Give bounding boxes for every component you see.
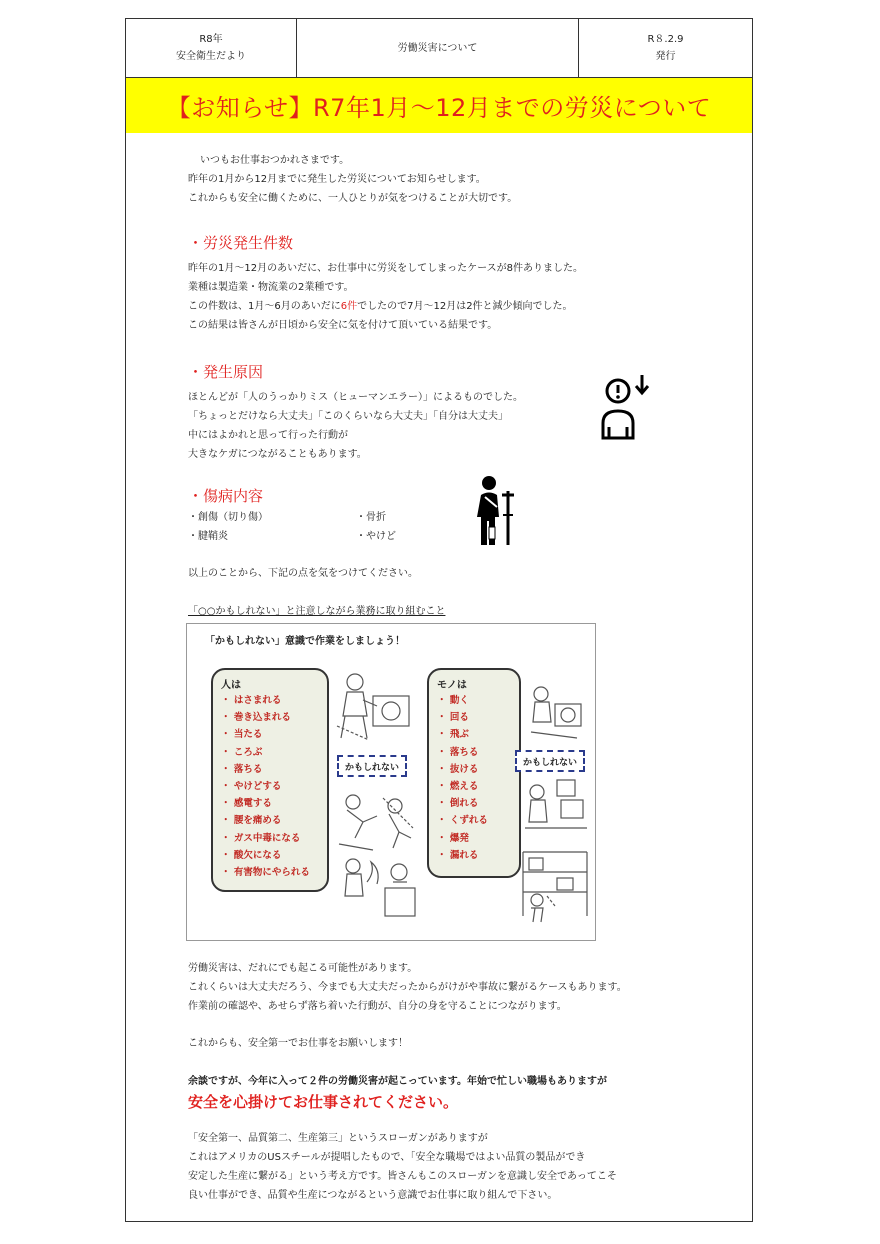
people-item-text: 酸欠になる: [233, 849, 282, 861]
list-item: ・ 倒れる: [437, 798, 479, 810]
people-title: 人は: [221, 680, 241, 691]
people-item-text: 当たる: [233, 729, 263, 741]
closing-line-1: 労働災害は、だれにでも起こる可能性があります。: [188, 963, 418, 974]
list-item: ・ くずれる: [437, 815, 488, 827]
list-item: ・ 漏れる: [437, 849, 479, 861]
section-heading-count: ・労災発生件数: [188, 234, 294, 252]
things-hazard-list: [437, 692, 488, 864]
count-line-3: [188, 297, 583, 316]
list-item: ・ 落ちる: [221, 763, 263, 775]
count-line-4: この結果は皆さんが日頃から安全に気を付けて頂いている結果です。: [188, 320, 498, 331]
things-item-text: 抜ける: [449, 763, 479, 775]
injury-item-fracture: ・骨折: [356, 512, 386, 523]
list-item: ・ 抜ける: [437, 763, 479, 775]
slogan-line-2: これはアメリカのUSスチールが提唱したもので、「安全な職場ではよい品質の製品ができ: [188, 1152, 586, 1163]
intro-text: [188, 151, 517, 208]
things-item-text: 動く: [449, 695, 469, 706]
list-item: ・ やけどする: [221, 781, 282, 793]
underlined-note: 「○○かもしれない」と注意しながら業務に取り組むこと: [188, 606, 446, 617]
newsletter-page: [125, 18, 753, 1222]
people-item-text: ころぶ: [233, 746, 263, 758]
list-item: ・ 有害物にやられる: [221, 867, 310, 879]
cause-line-4: 大きなケガにつながることもあります。: [188, 449, 367, 460]
cause-line-3: 中にはよかれと思って行った行動が: [188, 430, 348, 441]
intro-line-2: 昨年の1月から12月までに発生した労災についてお知らせします。: [188, 174, 486, 185]
list-item: ・ はさまれる: [221, 695, 282, 706]
list-item: ・ 動く: [437, 695, 469, 706]
section-heading-injury: ・傷病内容: [188, 487, 264, 505]
section-cause-text: [188, 388, 523, 464]
list-item: ・ 爆発: [437, 832, 469, 844]
list-item: ・ 燃える: [437, 781, 479, 793]
count-line-3-post: でしたので7月～12月は2件と減少傾向でした。: [357, 301, 573, 312]
list-item: ・ 酸欠になる: [221, 849, 282, 861]
count-line-3-highlight: 6件: [340, 301, 358, 312]
notice-bold: 余談ですが、今年に入って２件の労働災害が起こっています。年始で忙しい職場もありますが: [188, 1076, 607, 1087]
count-line-1: 昨年の1月～12月のあいだに、お仕事中に労災をしてしまったケースが8件ありました。: [188, 263, 583, 274]
people-item-text: やけどする: [233, 781, 282, 793]
maybe-label-left: かもしれない: [337, 755, 407, 777]
closing-line-3: 作業前の確認や、あせらず落ち着いた行動が、自分の身を守ることにつながります。: [188, 1001, 567, 1012]
list-item: ・ 腰を痛める: [221, 815, 282, 827]
things-bubble: [427, 668, 521, 878]
header-date-cell: [579, 19, 752, 77]
burn-and-gas-sketch: [337, 854, 427, 926]
count-line-3-pre: この件数は、1月～6月のあいだに: [188, 301, 341, 312]
things-item-text: 燃える: [449, 781, 479, 793]
intro-line-1: いつもお仕事おつかれさまです。: [200, 155, 350, 166]
people-item-text: 落ちる: [233, 763, 263, 775]
things-item-text: くずれる: [449, 815, 488, 827]
count-line-2: 業種は製造業・物流業の2業種です。: [188, 282, 354, 293]
header-issue-cell: [126, 19, 297, 77]
warning-person-icon: [594, 371, 654, 441]
list-item: ・ ころぶ: [221, 746, 263, 758]
list-item: ・ 当たる: [221, 729, 263, 741]
slogan-text: [188, 1129, 617, 1205]
falling-worker-sketch: [333, 788, 421, 858]
closing-line-2: これくらいは大丈夫だろう、今までも大丈夫だったからがけがや事故に繋がるケースもあります。: [188, 982, 627, 993]
list-item: ・ ガス中毒になる: [221, 832, 301, 844]
people-item-text: 腰を痛める: [233, 815, 282, 827]
header-issued: 発行: [655, 51, 676, 62]
section-heading-cause: ・発生原因: [188, 363, 264, 381]
header-newsletter-name: 安全衛生だより: [176, 51, 246, 62]
people-item-text: ガス中毒になる: [233, 832, 301, 844]
things-title: モノは: [437, 680, 467, 691]
slogan-line-4: 良い仕事ができ、品質や生産につながるという意識でお仕事に取り組んで下さい。: [188, 1190, 558, 1201]
people-item-text: 有害物にやられる: [233, 867, 310, 879]
illustration-title: 「かもしれない」意識で作業をしましょう！: [205, 636, 405, 647]
closing-request: これからも、安全第一でお仕事をお願いします！: [188, 1038, 408, 1049]
header-date: R８.2.9: [647, 34, 684, 45]
cause-line-1: ほとんどが「人のうっかりミス（ヒューマンエラー）」によるものでした。: [188, 392, 523, 403]
things-item-text: 漏れる: [449, 849, 479, 861]
injury-item-cut: ・創傷（切り傷）: [188, 512, 268, 523]
intro-line-3: これからも安全に働くために、一人ひとりが気をつけることが大切です。: [188, 193, 518, 204]
closing-text: [188, 959, 627, 1016]
caught-in-machine-sketch: [333, 666, 417, 748]
after-list-text: 以上のことから、下記の点を気をつけてください。: [188, 568, 418, 579]
injury-item-burn: ・やけど: [356, 531, 396, 542]
injured-worker-icon: [471, 473, 519, 547]
section-count-text: [188, 259, 583, 335]
title-banner: 【お知らせ】R7年1月～12月までの労災について: [126, 78, 752, 133]
things-item-text: 回る: [449, 712, 469, 724]
people-hazard-list: [221, 692, 310, 881]
list-item: ・ 感電する: [221, 798, 272, 810]
maybe-label-right: かもしれない: [515, 750, 585, 772]
header-year: R8年: [199, 34, 223, 45]
slogan-line-3: 安定した生産に繋がる」という考え方です。皆さんもこのスローガンを意識し安全であってこそ: [188, 1171, 617, 1182]
header-topic-cell: [297, 19, 579, 77]
moving-machine-sketch: [521, 682, 587, 748]
header-topic: 労働災害について: [397, 42, 478, 54]
people-item-text: はさまれる: [233, 695, 282, 706]
shelf-collapse-sketch: [517, 846, 593, 926]
list-item: ・ 回る: [437, 712, 469, 724]
list-item: ・ 飛ぶ: [437, 729, 469, 741]
slogan-line-1: 「安全第一、品質第二、生産第三」というスローガンがありますが: [188, 1133, 488, 1144]
list-item: ・ 巻き込まれる: [221, 712, 291, 724]
header-table: [126, 19, 752, 78]
notice-red: 安全を心掛けてお仕事されてください。: [188, 1093, 459, 1111]
cause-line-2: 「ちょっとだけなら大丈夫」「このくらいなら大丈夫」「自分は大丈夫」: [188, 411, 508, 422]
people-item-text: 巻き込まれる: [233, 712, 291, 724]
things-item-text: 飛ぶ: [449, 729, 469, 741]
things-item-text: 爆発: [449, 832, 469, 844]
things-item-text: 倒れる: [449, 798, 479, 810]
maybe-awareness-illustration: [186, 623, 596, 941]
injury-item-tendonitis: ・腱鞘炎: [188, 531, 228, 542]
people-bubble: [211, 668, 329, 892]
list-item: ・ 落ちる: [437, 746, 479, 758]
people-item-text: 感電する: [233, 798, 272, 810]
things-item-text: 落ちる: [449, 746, 479, 758]
falling-boxes-sketch: [521, 774, 591, 834]
